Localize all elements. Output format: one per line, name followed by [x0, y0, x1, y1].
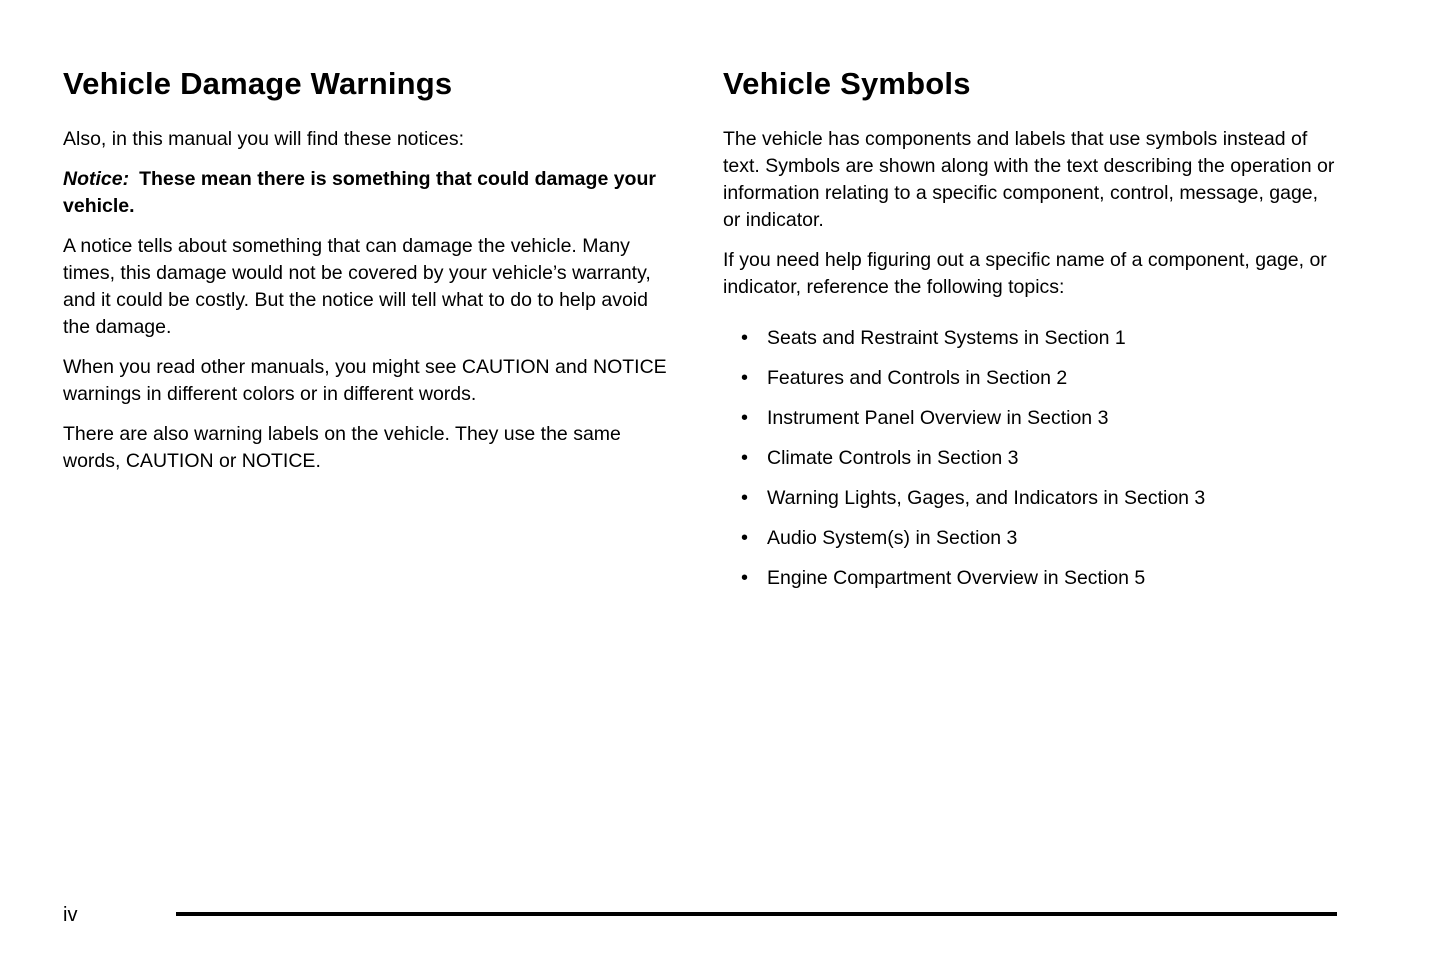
- bullet-icon: •: [741, 446, 749, 469]
- list-item: [741, 565, 1335, 592]
- list-item: [741, 445, 1335, 472]
- right-column: [723, 66, 1335, 605]
- heading-vehicle-symbols: Vehicle Symbols: [723, 66, 971, 101]
- bullet-icon: •: [741, 366, 749, 389]
- list-item: [741, 525, 1335, 552]
- paragraph-intro: Also, in this manual you will find these notices:: [63, 127, 465, 150]
- left-column: [63, 66, 669, 605]
- notice-text: These mean there is something that could damage your vehicle.: [63, 167, 656, 217]
- notice-paragraph: [63, 166, 669, 220]
- topic-label: Seats and Restraint Systems in Section 1: [767, 326, 1126, 349]
- heading-vehicle-damage-warnings: Vehicle Damage Warnings: [63, 66, 453, 101]
- paragraph-other-manuals: When you read other manuals, you might see CAUTION and NOTICE warnings in different colors or in different words.: [63, 355, 667, 405]
- paragraph-warning-labels: There are also warning labels on the vehicle. They use the same words, CAUTION or NOTICE.: [63, 422, 621, 472]
- topic-label: Audio System(s) in Section 3: [767, 526, 1018, 549]
- bullet-icon: •: [741, 486, 749, 509]
- page-footer: [0, 900, 1445, 940]
- list-item: [741, 405, 1335, 432]
- topic-label: Warning Lights, Gages, and Indicators in Section 3: [767, 486, 1206, 509]
- topics-list: [723, 325, 1335, 592]
- page-number: iv: [63, 904, 78, 926]
- topic-label: Features and Controls in Section 2: [767, 366, 1068, 389]
- list-item: [741, 325, 1335, 352]
- bullet-icon: •: [741, 406, 749, 429]
- paragraph-symbols-description: The vehicle has components and labels that use symbols instead of text. Symbols are shown along with the text describing the operation or information relating to a specific component, control, message, gage, or indicator.: [723, 127, 1335, 231]
- list-item: [741, 365, 1335, 392]
- bullet-icon: •: [741, 326, 749, 349]
- topic-label: Engine Compartment Overview in Section 5: [767, 566, 1146, 589]
- topic-label: Instrument Panel Overview in Section 3: [767, 406, 1109, 429]
- bullet-icon: •: [741, 526, 749, 549]
- topic-label: Climate Controls in Section 3: [767, 446, 1019, 469]
- paragraph-topics-intro: If you need help figuring out a specific name of a component, gage, or indicator, reference the following topics:: [723, 248, 1327, 298]
- notice-label: Notice:: [63, 167, 130, 190]
- list-item: [741, 485, 1335, 512]
- paragraph-notice-explanation: A notice tells about something that can damage the vehicle. Many times, this damage would not be covered by your vehicle’s warranty, and it could be costly. But the notice will tell what to do to help avoid the damage.: [63, 234, 651, 338]
- bullet-icon: •: [741, 566, 749, 589]
- footer-rule: [176, 912, 1337, 916]
